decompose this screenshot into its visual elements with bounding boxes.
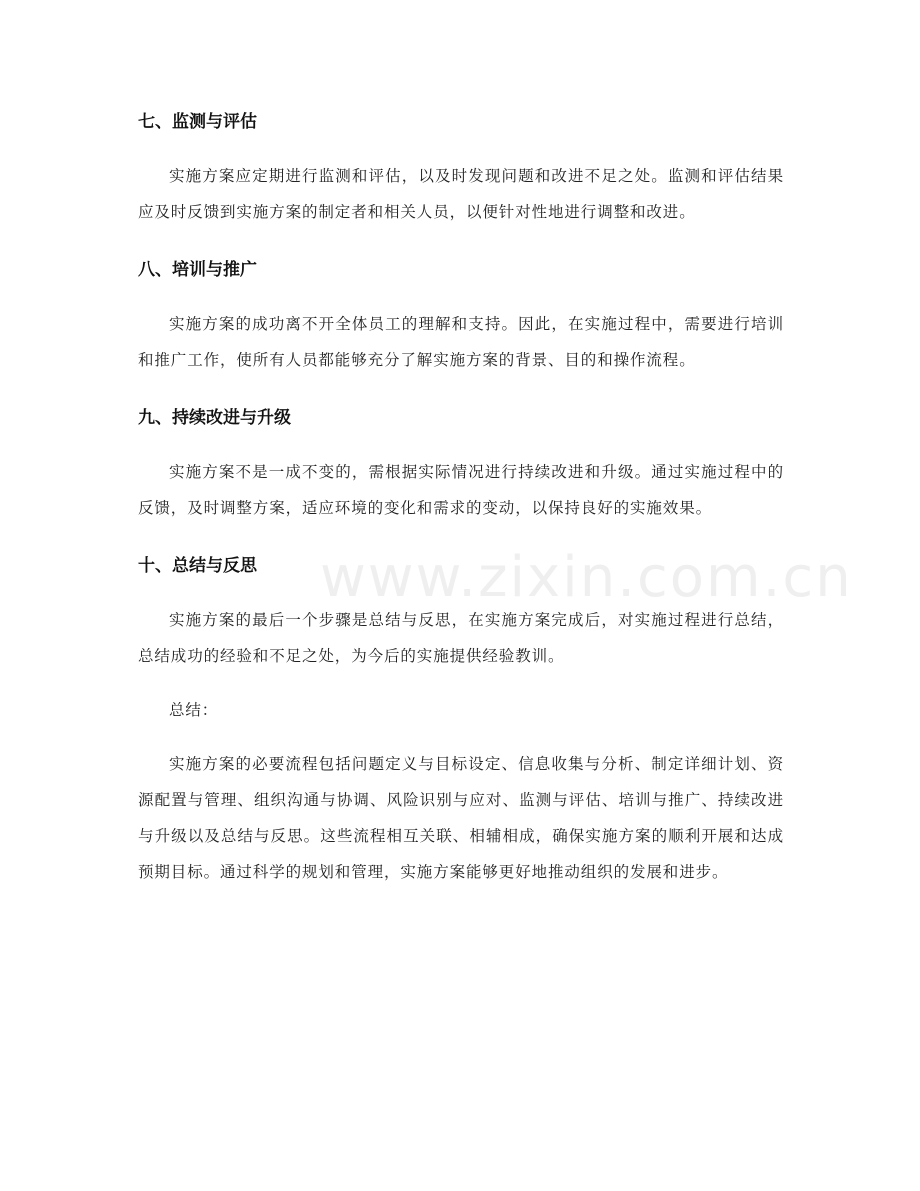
section-body-9: 实施方案不是一成不变的，需根据实际情况进行持续改进和升级。通过实施过程中的反馈，及时调整方案，适应环境的变化和需求的变动，以保持良好的实施效果。 <box>138 463 784 517</box>
watermark: www.zixin.com.cn <box>320 545 853 610</box>
section-body-10: 实施方案的最后一个步骤是总结与反思，在实施方案完成后，对实施过程进行总结，总结成功的经验和不足之处，为今后的实施提供经验教训。 <box>138 611 784 665</box>
section-heading-8: 八、培训与推广 <box>138 260 257 280</box>
section-heading-7: 七、监测与评估 <box>138 112 257 132</box>
section-body-8: 实施方案的成功离不开全体员工的理解和支持。因此，在实施过程中，需要进行培训和推广工作，使所有人员都能够充分了解实施方案的背景、目的和操作流程。 <box>138 315 784 369</box>
section-heading-9: 九、持续改进与升级 <box>138 408 291 428</box>
document-content <box>138 104 784 890</box>
section-body-7: 实施方案应定期进行监测和评估，以及时发现问题和改进不足之处。监测和评估结果应及时反馈到实施方案的制定者和相关人员，以便针对性地进行调整和改进。 <box>138 167 784 221</box>
summary-label: 总结： <box>169 701 219 719</box>
summary-body: 实施方案的必要流程包括问题定义与目标设定、信息收集与分析、制定详细计划、资源配置与管理、组织沟通与协调、风险识别与应对、监测与评估、培训与推广、持续改进与升级以及总结与反思。这些流程相互关联、相辅相成，确保实施方案的顺利开展和达成预期目标。通过科学的规划和管理，实施方案能够更好地推动组织的发展和进步。 <box>138 755 784 881</box>
section-heading-10: 十、总结与反思 <box>138 556 257 576</box>
